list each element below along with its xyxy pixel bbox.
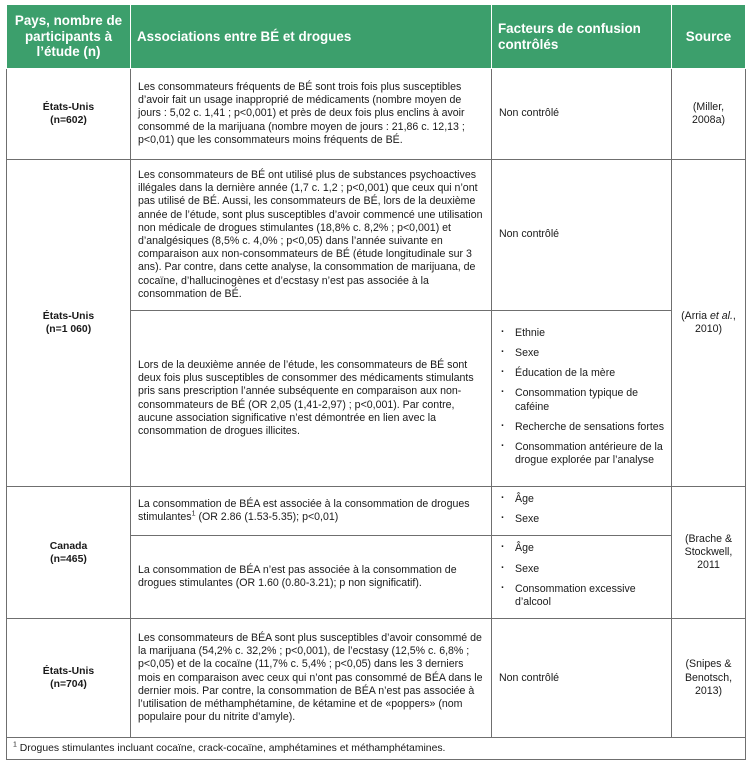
header-row: [7, 5, 746, 69]
country-name: États-Unis: [42, 311, 95, 322]
participants-count: (n=465): [50, 553, 87, 565]
list-item: · Consommation excessive d’alcool: [499, 583, 664, 609]
confounders-list: [499, 493, 664, 526]
participants-count: (n=704): [50, 679, 87, 691]
confounders-cell: Non contrôlé: [492, 619, 672, 738]
confounders-list: [499, 327, 664, 468]
header-country: Pays, nombre de participants à l’étude (n): [7, 5, 131, 69]
list-item: · Ethnie: [499, 327, 664, 340]
confounders-list: [499, 542, 664, 609]
data-table: [6, 4, 746, 760]
association-cell: Les consommateurs de BÉA sont plus susceptibles d’avoir consommé de la marijuana (54,2% c. 32,2% ; p<0,001), de l’ecstasy (12,5% c. 6,8% ; p<0,05) et de la cocaïne (11,7% c. 5,4% ; p<0,05) dans les 3 derniers mois en comparaison avec ceux qui n’ont pas consommé de BÉA dans le dernier mois. Par contre, la consommation de BÉA n’est pas associée à l’utilisation de méthamphétamine, de kétamine et de «poppers» (nom populaire pour du nitrite d’amyle).: [131, 619, 492, 738]
list-item: · Recherche de sensations fortes: [499, 421, 664, 434]
table-row: [7, 69, 746, 160]
country-name: États-Unis: [42, 666, 95, 678]
list-item: · Sexe: [499, 563, 664, 576]
header-confounders: Facteurs de confusion contrôlés: [492, 5, 672, 69]
confounders-cell: [492, 487, 672, 536]
association-cell: La consommation de BÉA n’est pas associée à la consommation de drogues stimulantes (OR 1.60 (0.80-3.21); p non significatif).: [131, 536, 492, 619]
source-text: (Arria: [681, 309, 710, 322]
confounders-cell: Non contrôlé: [492, 160, 672, 311]
country-cell: [7, 69, 131, 160]
list-item: · Consommation antérieure de la drogue explorée par l’analyse: [499, 441, 664, 467]
table-row: [7, 619, 746, 738]
association-text: (OR 2.86 (1.53-5.35); p<0,01): [195, 511, 339, 524]
table-row: [7, 487, 746, 536]
footnote-row: [7, 738, 746, 760]
confounders-cell: Non contrôlé: [492, 69, 672, 160]
confounders-cell: [492, 311, 672, 487]
list-item: · Âge: [499, 493, 664, 506]
source-text: , 2010): [694, 309, 736, 335]
list-item: · Âge: [499, 542, 664, 555]
header-source: Source: [672, 5, 746, 69]
source-cell: [672, 160, 746, 487]
list-item: · Consommation typique de caféine: [499, 387, 664, 413]
source-etal: et al.: [709, 309, 733, 322]
confounders-cell: [492, 536, 672, 619]
table-row: [7, 160, 746, 311]
association-text: La consommation de BÉA est associée à la consommation de drogues stimulantes: [138, 498, 470, 524]
header-associations: Associations entre BÉ et drogues: [131, 5, 492, 69]
country-name: États-Unis: [42, 102, 95, 113]
country-cell: [7, 487, 131, 619]
association-cell: Lors de la deuxième année de l’étude, les consommateurs de BÉ sont deux fois plus susceptibles de consommer des médicaments stimulants pris sans prescription l’année subséquente en comparaison aux non-consommateurs de BÉ (OR 2,05 (1,41-2,97) ; p<0,001). Par contre, aucune association significative n’est démontrée en lien avec la consommation de drogues illicites.: [131, 311, 492, 487]
association-cell: Les consommateurs fréquents de BÉ sont trois fois plus susceptibles d’avoir fait un usage inapproprié de médicaments (nombre moyen de jours : 5,02 c. 1,41 ; p<0,001) et près de deux fois plus enclins à avoir consommé de la marijuana (nombre moyen de jours : 21,86 c. 12,13 ; p<0,01) que les consommateurs moins fréquents de BÉ.: [131, 69, 492, 160]
participants-count: (n=1 060): [45, 324, 92, 335]
footnote-text: Drogues stimulantes incluant cocaïne, crack-cocaïne, amphétamines et méthamphétamines.: [16, 743, 446, 755]
source-cell: (Miller, 2008a): [672, 69, 746, 160]
list-item: · Sexe: [499, 513, 664, 526]
association-cell: Les consommateurs de BÉ ont utilisé plus de substances psychoactives illégales dans la dernière année (1,7 c. 1,2 ; p<0,001) que ceux qui n’ont pas utilisé de BÉ. Aussi, les consommateurs de BÉ, lors de la deuxième année de l’étude, sont plus susceptibles d’avoir commencé une utilisation non médicale de drogues stimulantes (18,8% c. 8,2% ; p<0,001) et d’analgésiques (8,5% c. 4,0% ; p<0,05) dans l’année suivante en comparaison aux non-consommateurs de BÉ (étude longitudinale sur 3 ans). Par contre, dans cette analyse, la consommation de marijuana, de cocaïne, d’hallucinogènes et d’ecstasy n’est pas associée à la consommation de BÉ.: [131, 160, 492, 311]
participants-count: (n=602): [50, 115, 87, 126]
footnote-mark: 1: [13, 741, 17, 749]
country-name: Canada: [49, 540, 88, 552]
list-item: · Sexe: [499, 347, 664, 360]
source-cell: (Brache & Stockwell, 2011: [672, 487, 746, 619]
country-cell: [7, 160, 131, 487]
list-item: · Éducation de la mère: [499, 367, 664, 380]
country-cell: [7, 619, 131, 738]
association-cell: [131, 487, 492, 536]
source-cell: (Snipes & Benotsch, 2013): [672, 619, 746, 738]
footnote-ref: 1: [191, 510, 196, 518]
footnote: [7, 738, 746, 760]
